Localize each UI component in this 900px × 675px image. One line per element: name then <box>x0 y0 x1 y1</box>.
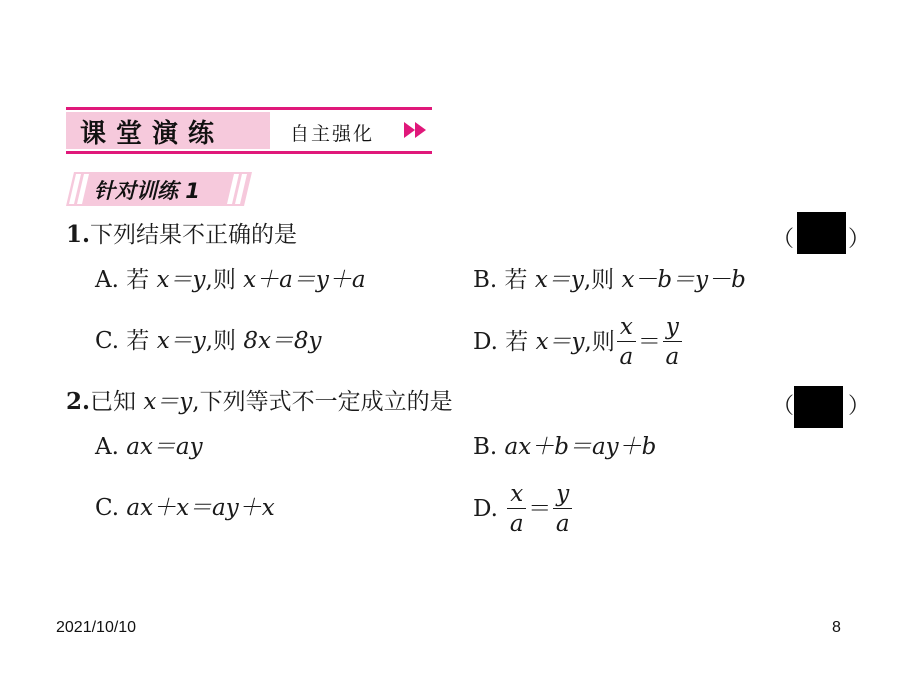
fraction-y-over-a <box>663 316 682 369</box>
denominator: a <box>665 344 680 370</box>
option-b-expression: ax＋b＝ay＋b <box>504 434 657 460</box>
footer-page-number: 8 <box>832 619 841 636</box>
practice-banner-label: 针对训练 1 <box>94 179 200 203</box>
section-banner <box>66 107 432 155</box>
question-1-paren-close: ） <box>848 227 871 252</box>
option-d-if: 若 <box>505 329 529 355</box>
option-c-if: 若 <box>126 328 150 354</box>
banner-bottom-rule <box>66 151 432 154</box>
question-1-text: 下列结果不正确的是 <box>90 222 298 248</box>
option-a-label: A. <box>95 434 119 460</box>
option-a-label: A. <box>95 267 119 293</box>
question-2-text-post: ,下列等式不一定成立的是 <box>192 389 453 415</box>
option-d-then: ,则 <box>584 329 615 355</box>
option-b-label: B. <box>473 434 498 460</box>
question-2-answer-box[interactable] <box>794 386 843 428</box>
banner-subtitle: 自主强化 <box>290 123 375 145</box>
question-2-option-a[interactable] <box>95 436 203 459</box>
option-c-then: ,则 <box>205 328 236 354</box>
equals-sign: ＝ <box>637 329 661 355</box>
banner-top-rule <box>66 107 432 110</box>
option-b-if: 若 <box>504 267 528 293</box>
question-2-option-b[interactable] <box>473 436 656 459</box>
option-a-result: x＋a＝y＋a <box>243 267 366 293</box>
option-c-label: C. <box>95 328 120 354</box>
equals-sign: ＝ <box>528 496 552 522</box>
double-arrow-icon <box>404 121 430 139</box>
option-b-result: x－b＝y－b <box>621 267 746 293</box>
question-2-number: 2. <box>66 388 91 415</box>
numerator: x <box>617 316 636 342</box>
fraction-y-over-a <box>553 483 572 536</box>
practice-banner <box>66 172 252 206</box>
fraction-x-over-a <box>617 316 636 369</box>
numerator: y <box>663 316 682 342</box>
option-c-condition: x＝y <box>156 328 206 354</box>
option-c-label: C. <box>95 495 120 521</box>
question-1-option-a[interactable] <box>95 269 366 292</box>
option-d-label: D. <box>473 329 498 355</box>
question-1-answer-box[interactable] <box>797 212 846 254</box>
denominator: a <box>555 511 570 537</box>
option-a-condition: x＝y <box>156 267 206 293</box>
question-2-text-pre: 已知 <box>90 389 137 415</box>
fraction-x-over-a <box>507 483 526 536</box>
numerator: x <box>507 483 526 509</box>
option-a-expression: ax＝ay <box>126 434 203 460</box>
question-2-paren-open: （ <box>772 394 795 419</box>
question-2-option-d[interactable] <box>473 483 574 536</box>
question-1-paren-open: （ <box>772 227 795 252</box>
option-b-then: ,则 <box>583 267 615 293</box>
option-a-if: 若 <box>126 267 150 293</box>
option-c-expression: ax＋x＝ay＋x <box>126 495 275 521</box>
option-a-then: ,则 <box>205 267 236 293</box>
question-1-option-b[interactable] <box>473 269 746 292</box>
question-1-option-c[interactable] <box>95 330 322 353</box>
denominator: a <box>619 344 634 370</box>
question-1-stem <box>66 223 297 247</box>
question-1-number: 1. <box>66 221 91 248</box>
option-d-condition: x＝y <box>535 329 585 355</box>
question-2-condition: x＝y <box>143 389 193 415</box>
question-2-paren-close: ） <box>848 394 871 419</box>
question-1-option-d[interactable] <box>473 316 684 369</box>
option-c-result: 8x＝8y <box>243 328 322 354</box>
option-b-condition: x＝y <box>534 267 584 293</box>
question-2-option-c[interactable] <box>95 497 275 520</box>
numerator: y <box>553 483 572 509</box>
footer-date: 2021/10/10 <box>56 619 137 636</box>
question-2-stem <box>66 390 453 414</box>
denominator: a <box>509 511 524 537</box>
option-d-label: D. <box>473 496 498 522</box>
banner-title: 课堂演练 <box>80 119 225 149</box>
option-b-label: B. <box>473 267 498 293</box>
